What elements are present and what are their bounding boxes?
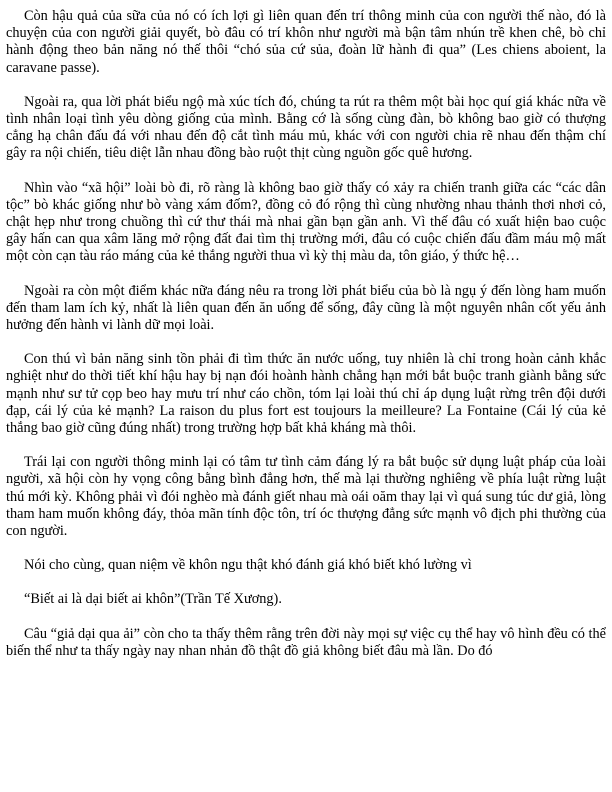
document-page [6, 8, 606, 660]
paragraph-7: Nói cho cùng, quan niệm về khôn ngu thật khó đánh giá khó biết khó lường vì [24, 557, 472, 574]
paragraph-9: Câu “giả dại qua ải” còn cho ta thấy thêm rằng trên đời này mọi sự việc cụ thể hay vô hình đều có thể biến thể như ta thấy ngày nay nhan nhản đồ thật đồ giả không biết đâu mà lần. Do đó [6, 625, 606, 659]
quote-paragraph: “Biết ai là dại biết ai khôn”(Trần Tế Xương). [24, 591, 282, 608]
paragraph-5: Con thú vì bản năng sinh tồn phải đi tìm thức ăn nước uống, tuy nhiên là chỉ trong hoàn cảnh khắc nghiệt như do thời tiết khí hậu hay bị nạn đói hoành hành chẳng hạn mới bắt buộc tranh giành bằng sức mạnh như sư tử cọp beo hay mưu trí như cáo chồn, tóm lại loài thú chỉ áp dụng luật rừng trên đội dưới đạp, cái lý của kẻ mạnh? La raison du plus fort est toujours la meilleure? La Fontaine (Cái lý của kẻ thắng bao giờ cũng đúng nhất) trong trường hợp bất khả kháng mà thôi. [6, 351, 606, 437]
paragraph-3: Nhìn vào “xã hội” loài bò đi, rõ ràng là không bao giờ thấy có xảy ra chiến tranh giữa các “các dân tộc” bò khác giống như bò vàng xám đốm?, đồng cỏ đó rộng thì cùng nhường nhau thảnh thơi nhơi cỏ, chật hẹp như trong chuồng thì cứ thư thái mà nhai gần bạn gần anh. Vì thế đâu có xuất hiện bao cuộc gây hấn can qua xâm lăng mở rộng đất đai tìm thị trường mới, đâu có cuộc chiến đấu đầm máu mộ mất một còn cạn tàu ráo máng của kẻ thắng người thua vì kỳ thị màu da, tôn giáo, ý thức hệ… [6, 179, 606, 265]
paragraph-4: Ngoài ra còn một điểm khác nữa đáng nêu ra trong lời phát biểu của bò là ngụ ý đến lòng ham muốn đến tham lam ích kỷ, nhất là liên quan đến ăn uống để sống, đây cũng là một nguyên nhân cốt yếu ảnh hưởng đến hành vi lành dữ mọi loài. [6, 282, 606, 334]
paragraph-1: Còn hậu quả của sữa của nó có ích lợi gì liên quan đến trí thông minh của con người thế nào, đó là chuyện của con người giải quyết, bò đâu có trí khôn như người mà bận tâm nhún trề khen chê, bò chỉ hành động theo bản năng nó thế thôi “chó sủa cứ sủa, đoàn lữ hành đi qua” (Les chiens aboient, la caravane passe). [6, 8, 606, 76]
paragraph-6: Trái lại con người thông minh lại có tâm tư tình cảm đáng lý ra bắt buộc sử dụng luật pháp của loài người, xã hội còn hy vọng công bằng bình đẳng hơn, thế mà lại thường nghiêng về phía luật rừng luật thú mới kỳ. Không phải vì đói nghèo mà đánh giết nhau mà oái oăm thay lại vì quá sung túc dư giả, lòng tham ham muốn không đáy, thỏa mãn tính độc tôn, trí óc thượng đẳng sức mạnh vô địch phi thường của con người. [6, 454, 606, 540]
paragraph-2: Ngoài ra, qua lời phát biểu ngộ mà xúc tích đó, chúng ta rút ra thêm một bài học quí giá khác nữa về tình nhân loại tình yêu dòng giống của mình. Bằng cớ là sống cùng đàn, bò không bao giờ có thượng cẳng hạ chân đấu đá với nhau đến độ cắt tình máu mủ, khác với con người chia rẽ nhau đến thậm chí gây ra nội chiến, tiêu diệt lẫn nhau đồng bào ruột thịt cùng nguồn gốc quê hương. [6, 93, 606, 162]
